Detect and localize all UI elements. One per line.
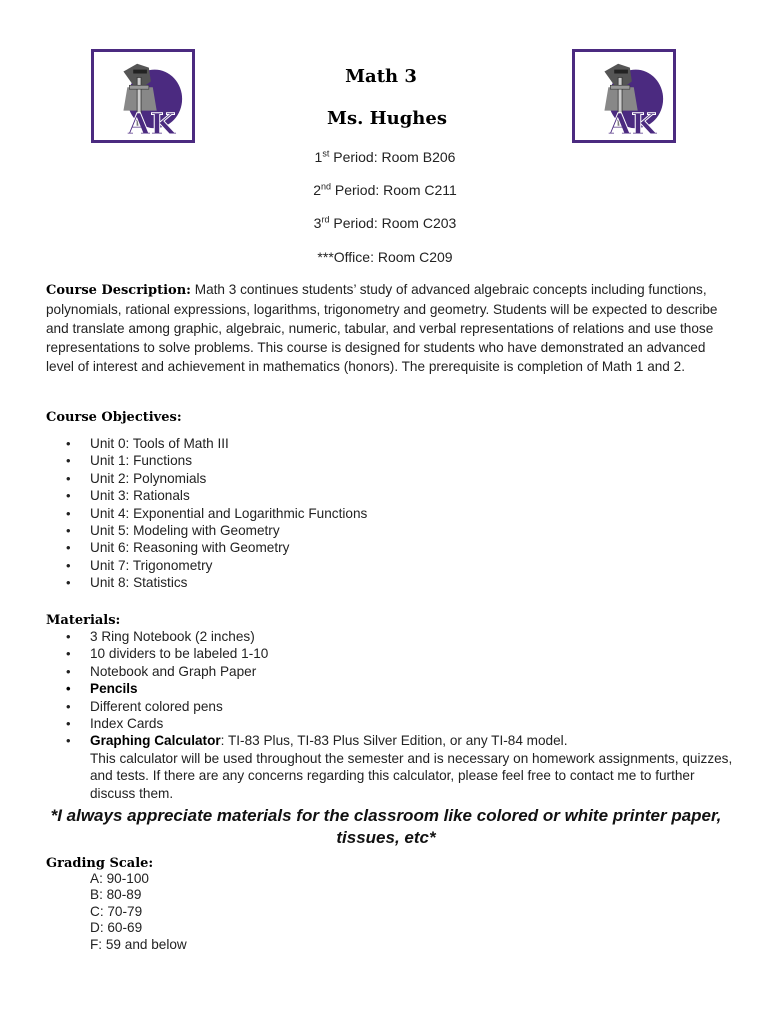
grading-heading: Grading Scale: [46, 856, 154, 871]
list-item: • 3 Ring Notebook (2 inches) [46, 628, 736, 645]
list-item: • Notebook and Graph Paper [46, 663, 736, 680]
course-title: Math 3 [345, 66, 417, 87]
list-item: • Different colored pens [46, 698, 736, 715]
svg-text:AK: AK [608, 106, 657, 140]
period-1 [0, 149, 770, 165]
grade-row: C: 70-79 [90, 903, 143, 919]
list-item: • Unit 6: Reasoning with Geometry [46, 539, 736, 556]
period-number: 1 [314, 149, 323, 165]
period-number: 2 [313, 182, 321, 198]
calculator-label: Graphing Calculator [90, 733, 221, 749]
grade-row: B: 80-89 [90, 887, 142, 903]
period-suffix: st [322, 148, 330, 159]
description-body: Math 3 continues students’ study of advanced algebraic concepts including functions, polynomials, rational expressions, logarithms, trigonometry and geometry. Students will be expected to describe and translate among graphic, algebraic, numeric, tabular, and verbal representations of relations and use those representations to solve problems. This course is designed for students who have demonstrated an advanced level of interest and achievement in mathematics (honors). The prerequisite is completion of Math 1 and 2. [46, 282, 718, 374]
teacher-name: Ms. Hughes [327, 108, 447, 129]
list-item: • 10 dividers to be labeled 1-10 [46, 645, 736, 662]
grade-row: F: 59 and below [90, 936, 187, 952]
appreciation-note: *I always appreciate materials for the classroom like colored or white printer paper, tissues, etc* [50, 806, 722, 847]
list-item: • Unit 8: Statistics [46, 574, 736, 591]
grade-row: D: 60-69 [90, 920, 143, 936]
period-number: 3 [313, 215, 322, 231]
period-suffix: rd [321, 214, 330, 225]
list-item: • Unit 4: Exponential and Logarithmic Functions [46, 505, 736, 522]
period-suffix: nd [320, 181, 331, 192]
list-item: • Unit 1: Functions [46, 452, 736, 469]
materials-list [46, 628, 736, 802]
objectives-list [46, 435, 736, 592]
period-room: Period: Room C211 [331, 182, 457, 198]
grading-heading-wrap [46, 853, 726, 873]
svg-text:AK: AK [127, 106, 176, 140]
calculator-item [46, 732, 736, 802]
objectives-heading: Course Objectives: [46, 410, 182, 425]
calculator-note: This calculator will be used throughout the semester and is necessary on homework assignments, quizzes, and tests. If there are any concerns regarding this calculator, please feel free to contact me to further discuss them. [90, 750, 733, 801]
period-3 [0, 215, 770, 231]
materials-heading-wrap [46, 610, 726, 630]
course-description [46, 280, 726, 376]
objectives-heading-wrap [46, 407, 726, 427]
materials-heading: Materials: [46, 613, 121, 628]
description-heading: Course Description: [46, 283, 191, 298]
period-room: Period: Room C203 [329, 215, 457, 231]
list-item: • Unit 7: Trigonometry [46, 557, 736, 574]
period-2 [0, 182, 770, 198]
calculator-models: : TI-83 Plus, TI-83 Plus Silver Edition, or any TI-84 model. [220, 733, 568, 749]
list-item: • Unit 5: Modeling with Geometry [46, 522, 736, 539]
list-item: • Index Cards [46, 715, 736, 732]
list-item: • Pencils [46, 680, 736, 697]
list-item: • Unit 3: Rationals [46, 487, 736, 504]
period-room: Period: Room B206 [329, 149, 456, 165]
list-item: • Unit 2: Polynomials [46, 470, 736, 487]
grading-scale [90, 871, 187, 953]
list-item: • Unit 0: Tools of Math III [46, 435, 736, 452]
grade-row: A: 90-100 [90, 871, 149, 886]
office-room: ***Office: Room C209 [317, 249, 453, 265]
